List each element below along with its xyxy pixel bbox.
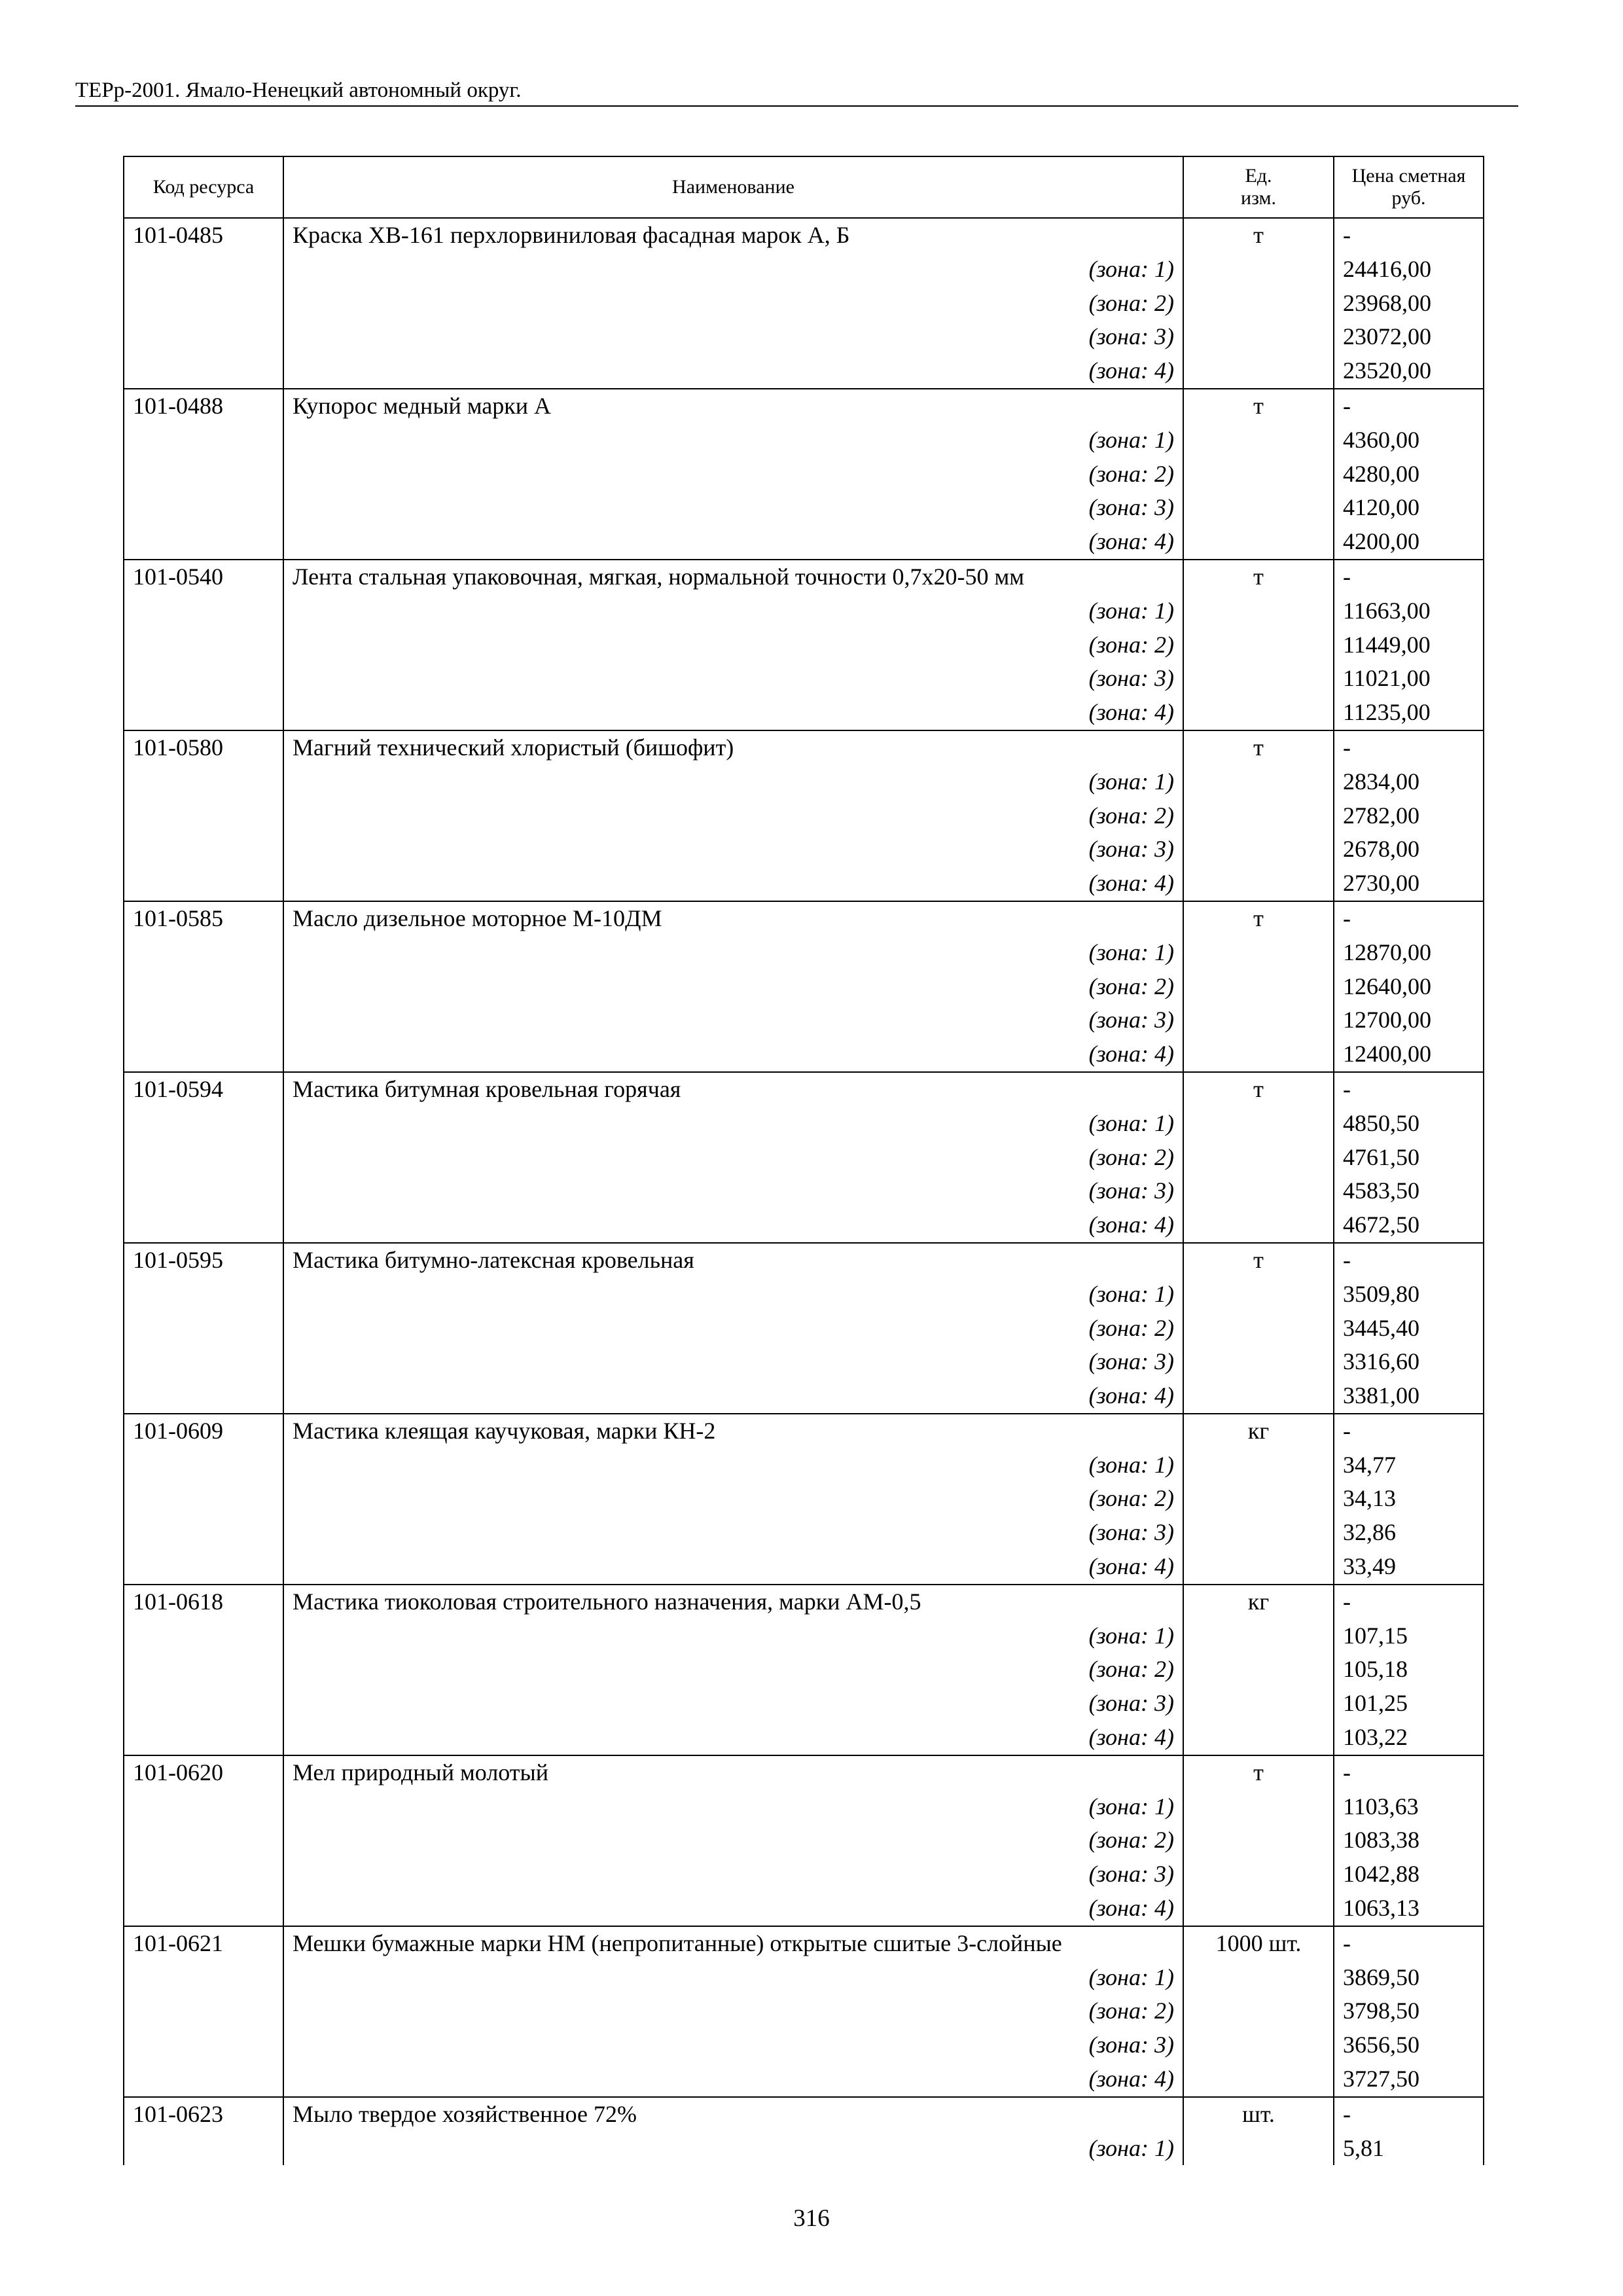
zone-label: (зона: 3) xyxy=(1088,1348,1174,1375)
resource-code-cell xyxy=(124,1243,283,1414)
zone-price: 4200,00 xyxy=(1343,528,1419,555)
price-cell xyxy=(1334,389,1484,560)
resource-code-cell xyxy=(124,1072,283,1243)
unit-cell xyxy=(1183,1243,1334,1414)
zone-price: 34,13 xyxy=(1343,1485,1396,1512)
resource-code-cell xyxy=(124,1926,283,2097)
zone-label: (зона: 2) xyxy=(1088,631,1174,658)
zone-label: (зона: 4) xyxy=(1088,357,1174,384)
unit-of-measure: шт. xyxy=(1242,2100,1275,2127)
zone-price: 3869,50 xyxy=(1343,1964,1419,1990)
resource-code: 101-0595 xyxy=(133,1246,223,1273)
resource-code: 101-0623 xyxy=(133,2100,223,2127)
base-price: - xyxy=(1343,222,1351,248)
price-cell xyxy=(1334,1243,1484,1414)
unit-of-measure: 1000 шт. xyxy=(1215,1929,1302,1956)
zone-price: 2782,00 xyxy=(1343,802,1419,829)
zone-price: 12870,00 xyxy=(1343,939,1431,965)
unit-of-measure: т xyxy=(1253,392,1264,419)
price-cell xyxy=(1334,901,1484,1072)
unit-cell xyxy=(1183,1414,1334,1585)
resource-code-cell xyxy=(124,1414,283,1585)
zone-price: 33,49 xyxy=(1343,1553,1396,1580)
unit-cell xyxy=(1183,1755,1334,1926)
price-cell xyxy=(1334,1072,1484,1243)
zone-label: (зона: 3) xyxy=(1088,1519,1174,1546)
zone-label: (зона: 4) xyxy=(1088,1211,1174,1238)
table-row xyxy=(124,1414,1484,1585)
zone-price: 12700,00 xyxy=(1343,1007,1431,1033)
unit-of-measure: т xyxy=(1253,1246,1264,1273)
unit-of-measure: кг xyxy=(1247,1588,1270,1615)
zone-price: 3381,00 xyxy=(1343,1382,1419,1409)
zone-label: (зона: 4) xyxy=(1088,528,1174,555)
table-row xyxy=(124,1585,1484,1755)
zone-label: (зона: 2) xyxy=(1088,289,1174,316)
zone-price: 11235,00 xyxy=(1343,699,1431,726)
zone-price: 3798,50 xyxy=(1343,1998,1419,2024)
resource-code: 101-0609 xyxy=(133,1417,223,1444)
zone-label: (зона: 2) xyxy=(1088,1485,1174,1512)
resource-code-cell xyxy=(124,1585,283,1755)
zone-label: (зона: 4) xyxy=(1088,1724,1174,1751)
zone-label: (зона: 3) xyxy=(1088,2032,1174,2058)
resource-name: Магний технический хлористый (бишофит) xyxy=(293,734,734,761)
price-table xyxy=(123,156,1484,2165)
resource-name-cell xyxy=(283,2097,1183,2166)
base-price: - xyxy=(1343,2100,1351,2127)
unit-cell xyxy=(1183,901,1334,1072)
zone-label: (зона: 2) xyxy=(1088,973,1174,999)
base-price: - xyxy=(1343,1075,1351,1102)
zone-price: 4120,00 xyxy=(1343,494,1419,521)
zone-label: (зона: 1) xyxy=(1088,1451,1174,1478)
table-row xyxy=(124,1243,1484,1414)
price-cell xyxy=(1334,560,1484,730)
resource-name-cell xyxy=(283,1414,1183,1585)
zone-label: (зона: 1) xyxy=(1088,768,1174,795)
column-header-unit: Ед. изм. xyxy=(1183,156,1334,218)
zone-price: 103,22 xyxy=(1343,1724,1408,1751)
resource-code: 101-0585 xyxy=(133,905,223,931)
unit-cell xyxy=(1183,389,1334,560)
resource-code: 101-0580 xyxy=(133,734,223,761)
zone-label: (зона: 4) xyxy=(1088,870,1174,897)
unit-cell xyxy=(1183,560,1334,730)
zone-price: 3656,50 xyxy=(1343,2032,1419,2058)
unit-cell xyxy=(1183,1072,1334,1243)
zone-price: 4850,50 xyxy=(1343,1109,1419,1136)
zone-price: 1083,38 xyxy=(1343,1827,1419,1854)
zone-price: 3316,60 xyxy=(1343,1348,1419,1375)
resource-name-cell xyxy=(283,389,1183,560)
price-cell xyxy=(1334,1414,1484,1585)
column-header-code: Код ресурса xyxy=(124,156,283,218)
zone-price: 24416,00 xyxy=(1343,255,1431,282)
table-row xyxy=(124,1926,1484,2097)
resource-name: Мыло твердое хозяйственное 72% xyxy=(293,2100,637,2127)
zone-price: 3509,80 xyxy=(1343,1280,1419,1307)
base-price: - xyxy=(1343,1759,1351,1785)
unit-of-measure: т xyxy=(1253,905,1264,931)
base-price: - xyxy=(1343,905,1351,931)
unit-cell xyxy=(1183,1926,1334,2097)
resource-code-cell xyxy=(124,730,283,901)
zone-price: 12400,00 xyxy=(1343,1041,1431,1067)
zone-label: (зона: 1) xyxy=(1088,1280,1174,1307)
zone-label: (зона: 3) xyxy=(1088,1690,1174,1717)
resource-name: Мастика клеящая каучуковая, марки КН-2 xyxy=(293,1417,716,1444)
unit-of-measure: т xyxy=(1253,1075,1264,1102)
zone-label: (зона: 1) xyxy=(1088,1964,1174,1990)
base-price: - xyxy=(1343,1929,1351,1956)
zone-label: (зона: 4) xyxy=(1088,1041,1174,1067)
unit-of-measure: т xyxy=(1253,222,1264,248)
resource-code-cell xyxy=(124,560,283,730)
zone-price: 4761,50 xyxy=(1343,1143,1419,1170)
resource-code: 101-0485 xyxy=(133,222,223,248)
zone-label: (зона: 4) xyxy=(1088,1553,1174,1580)
zone-price: 4672,50 xyxy=(1343,1211,1419,1238)
zone-label: (зона: 2) xyxy=(1088,1827,1174,1854)
unit-cell xyxy=(1183,218,1334,389)
resource-code-cell xyxy=(124,2097,283,2166)
base-price: - xyxy=(1343,1588,1351,1615)
resource-code: 101-0488 xyxy=(133,392,223,419)
zone-label: (зона: 3) xyxy=(1088,323,1174,350)
resource-name: Краска ХВ-161 перхлорвиниловая фасадная марок А, Б xyxy=(293,222,850,248)
base-price: - xyxy=(1343,392,1351,419)
zone-label: (зона: 4) xyxy=(1088,2066,1174,2092)
base-price: - xyxy=(1343,1417,1351,1444)
zone-label: (зона: 3) xyxy=(1088,1861,1174,1888)
zone-label: (зона: 2) xyxy=(1088,1314,1174,1341)
unit-of-measure: т xyxy=(1253,1759,1264,1785)
column-header-name: Наименование xyxy=(283,156,1183,218)
zone-label: (зона: 2) xyxy=(1088,460,1174,487)
zone-price: 2834,00 xyxy=(1343,768,1419,795)
table-row xyxy=(124,1755,1484,1926)
resource-name: Мел природный молотый xyxy=(293,1759,548,1785)
zone-label: (зона: 2) xyxy=(1088,1998,1174,2024)
zone-label: (зона: 2) xyxy=(1088,1656,1174,1683)
resource-name: Лента стальная упаковочная, мягкая, нормальной точности 0,7х20-50 мм xyxy=(293,563,1025,590)
zone-price: 2678,00 xyxy=(1343,836,1419,863)
resource-code-cell xyxy=(124,218,283,389)
zone-label: (зона: 4) xyxy=(1088,1382,1174,1409)
zone-label: (зона: 3) xyxy=(1088,1007,1174,1033)
zone-label: (зона: 1) xyxy=(1088,426,1174,453)
zone-price: 101,25 xyxy=(1343,1690,1408,1717)
zone-price: 4280,00 xyxy=(1343,460,1419,487)
table-row xyxy=(124,730,1484,901)
zone-price: 34,77 xyxy=(1343,1451,1396,1478)
zone-price: 12640,00 xyxy=(1343,973,1431,999)
table-header-row xyxy=(124,156,1484,218)
zone-label: (зона: 3) xyxy=(1088,665,1174,692)
zone-label: (зона: 1) xyxy=(1088,1109,1174,1136)
price-cell xyxy=(1334,218,1484,389)
zone-label: (зона: 1) xyxy=(1088,597,1174,624)
zone-price: 107,15 xyxy=(1343,1622,1408,1649)
resource-name-cell xyxy=(283,1926,1183,2097)
resource-code-cell xyxy=(124,1755,283,1926)
resource-code: 101-0618 xyxy=(133,1588,223,1615)
unit-cell xyxy=(1183,1585,1334,1755)
resource-name-cell xyxy=(283,1755,1183,1926)
zone-label: (зона: 2) xyxy=(1088,802,1174,829)
resource-name: Мешки бумажные марки НМ (непропитанные) открытые сшитые 3-слойные xyxy=(293,1929,1062,1956)
header-divider xyxy=(75,105,1518,107)
zone-price: 4583,50 xyxy=(1343,1177,1419,1204)
zone-label: (зона: 1) xyxy=(1088,255,1174,282)
zone-label: (зона: 4) xyxy=(1088,1895,1174,1922)
resource-code-cell xyxy=(124,901,283,1072)
zone-label: (зона: 3) xyxy=(1088,494,1174,521)
base-price: - xyxy=(1343,734,1351,761)
zone-label: (зона: 3) xyxy=(1088,836,1174,863)
price-cell xyxy=(1334,1755,1484,1926)
base-price: - xyxy=(1343,563,1351,590)
price-cell xyxy=(1334,2097,1484,2166)
resource-name: Мастика тиоколовая строительного назначения, марки АМ-0,5 xyxy=(293,1588,921,1615)
unit-of-measure: кг xyxy=(1247,1417,1270,1444)
resource-code-cell xyxy=(124,389,283,560)
resource-name-cell xyxy=(283,1585,1183,1755)
resource-name-cell xyxy=(283,218,1183,389)
zone-price: 3727,50 xyxy=(1343,2066,1419,2092)
zone-label: (зона: 1) xyxy=(1088,1622,1174,1649)
resource-code: 101-0620 xyxy=(133,1759,223,1785)
resource-name-cell xyxy=(283,1072,1183,1243)
zone-price: 1103,63 xyxy=(1343,1793,1419,1820)
resource-code: 101-0594 xyxy=(133,1075,223,1102)
unit-cell xyxy=(1183,2097,1334,2166)
price-cell xyxy=(1334,730,1484,901)
zone-price: 23520,00 xyxy=(1343,357,1431,384)
resource-code: 101-0540 xyxy=(133,563,223,590)
zone-price: 2730,00 xyxy=(1343,870,1419,897)
zone-label: (зона: 2) xyxy=(1088,1143,1174,1170)
price-cell xyxy=(1334,1926,1484,2097)
zone-price: 11021,00 xyxy=(1343,665,1431,692)
zone-label: (зона: 4) xyxy=(1088,699,1174,726)
table-body xyxy=(124,218,1484,2165)
table-row xyxy=(124,901,1484,1072)
table-row xyxy=(124,560,1484,730)
zone-price: 105,18 xyxy=(1343,1656,1408,1683)
unit-cell xyxy=(1183,730,1334,901)
resource-name: Мастика битумно-латексная кровельная xyxy=(293,1246,694,1273)
zone-price: 1042,88 xyxy=(1343,1861,1419,1888)
zone-price: 3445,40 xyxy=(1343,1314,1419,1341)
resource-name: Масло дизельное моторное М-10ДМ xyxy=(293,905,662,931)
zone-label: (зона: 1) xyxy=(1088,939,1174,965)
table-row xyxy=(124,218,1484,389)
resource-name: Купорос медный марки А xyxy=(293,392,552,419)
resource-name-cell xyxy=(283,901,1183,1072)
running-header: ТЕРр-2001. Ямало-Ненецкий автономный округ. xyxy=(75,79,522,102)
zone-price: 32,86 xyxy=(1343,1519,1396,1546)
zone-price: 11663,00 xyxy=(1343,597,1431,624)
table-row xyxy=(124,389,1484,560)
resource-code: 101-0621 xyxy=(133,1929,223,1956)
resource-name-cell xyxy=(283,560,1183,730)
price-cell xyxy=(1334,1585,1484,1755)
column-header-price: Цена сметная руб. xyxy=(1334,156,1484,218)
zone-price: 5,81 xyxy=(1343,2134,1384,2161)
zone-label: (зона: 1) xyxy=(1088,1793,1174,1820)
resource-name-cell xyxy=(283,1243,1183,1414)
zone-price: 1063,13 xyxy=(1343,1895,1419,1922)
zone-price: 4360,00 xyxy=(1343,426,1419,453)
zone-price: 11449,00 xyxy=(1343,631,1431,658)
zone-label: (зона: 3) xyxy=(1088,1177,1174,1204)
zone-price: 23968,00 xyxy=(1343,289,1431,316)
resource-name-cell xyxy=(283,730,1183,901)
page-number: 316 xyxy=(793,2205,830,2232)
table-row xyxy=(124,2097,1484,2166)
zone-label: (зона: 1) xyxy=(1088,2134,1174,2161)
zone-price: 23072,00 xyxy=(1343,323,1431,350)
unit-of-measure: т xyxy=(1253,563,1264,590)
resource-name: Мастика битумная кровельная горячая xyxy=(293,1075,681,1102)
table-row xyxy=(124,1072,1484,1243)
unit-of-measure: т xyxy=(1253,734,1264,761)
base-price: - xyxy=(1343,1246,1351,1273)
